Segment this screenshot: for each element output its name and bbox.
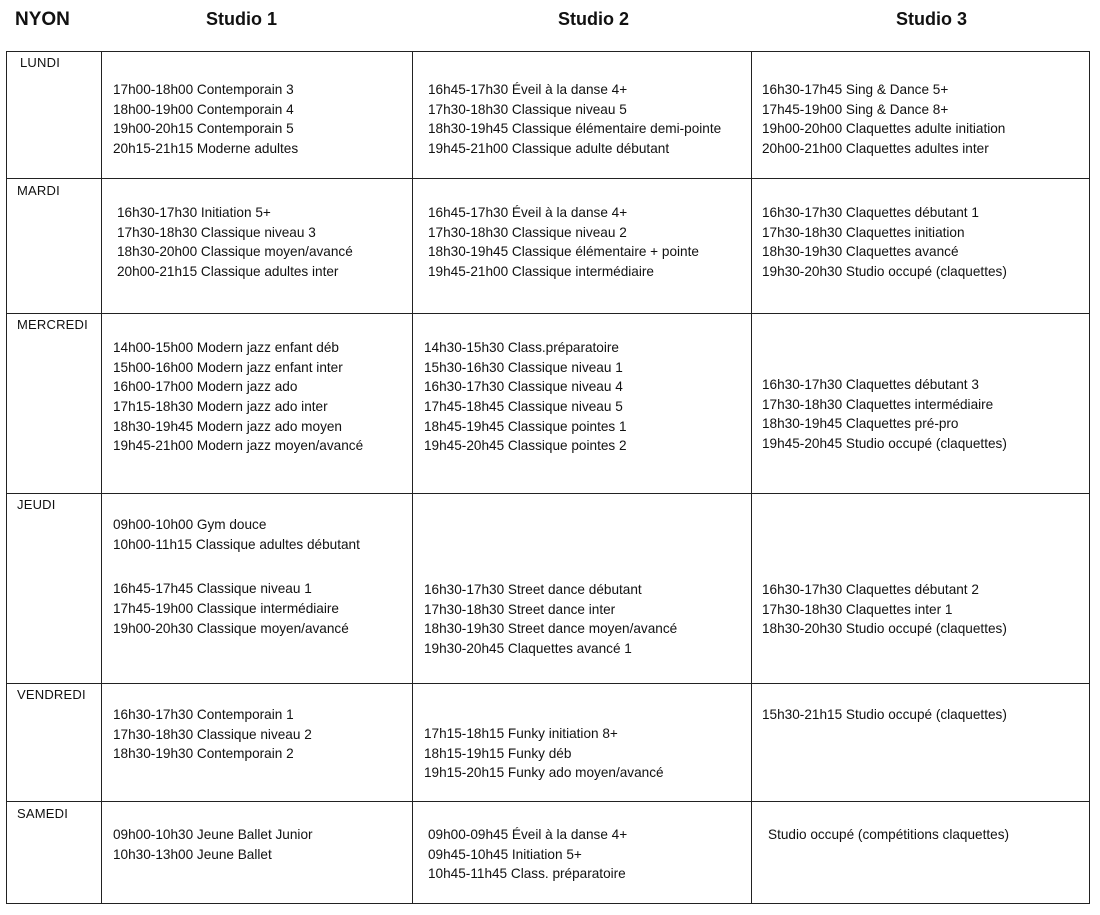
class-entry: 19h30-20h45 Claquettes avancé 1 xyxy=(424,641,632,657)
day-label-samedi: SAMEDI xyxy=(17,806,69,821)
cell-mercredi-studio1 xyxy=(113,338,363,456)
class-entry: 10h45-11h45 Class. préparatoire xyxy=(428,866,626,882)
cell-samedi-studio2 xyxy=(428,825,627,884)
cell-samedi-studio3 xyxy=(768,825,1009,845)
class-entry: 18h15-19h15 Funky déb xyxy=(424,745,572,761)
class-entry: 17h30-18h30 Classique niveau 2 xyxy=(113,726,312,742)
grid-line xyxy=(6,178,1090,179)
class-entry: 19h45-20h45 Studio occupé (claquettes) xyxy=(762,436,1007,452)
class-entry: 14h30-15h30 Class.préparatoire xyxy=(424,340,619,355)
grid-line xyxy=(6,683,1090,684)
class-entry: 19h00-20h30 Classique moyen/avancé xyxy=(113,620,349,636)
class-entry: 16h00-17h00 Modern jazz ado xyxy=(113,379,298,395)
class-entry: 17h15-18h30 Modern jazz ado inter xyxy=(113,399,328,415)
class-entry: 16h45-17h45 Classique niveau 1 xyxy=(113,581,312,597)
class-entry: 18h30-19h45 Classique élémentaire + pointe xyxy=(428,244,699,260)
class-entry: 15h30-21h15 Studio occupé (claquettes) xyxy=(762,707,1007,722)
class-entry: 16h30-17h30 Claquettes débutant 2 xyxy=(762,582,979,597)
class-entry: 17h30-18h30 Claquettes initiation xyxy=(762,224,965,240)
class-entry: 20h00-21h00 Claquettes adultes inter xyxy=(762,141,989,157)
class-entry: 16h30-17h30 Street dance débutant xyxy=(424,582,642,597)
class-entry: 19h45-21h00 Modern jazz moyen/avancé xyxy=(113,438,364,454)
cell-jeudi-studio2 xyxy=(424,580,677,659)
class-entry: 17h15-18h15 Funky initiation 8+ xyxy=(424,726,618,741)
grid-line xyxy=(6,801,1090,802)
class-entry: 19h30-20h30 Studio occupé (claquettes) xyxy=(762,264,1007,280)
class-entry: 18h30-20h30 Studio occupé (claquettes) xyxy=(762,621,1007,637)
cell-lundi-studio1 xyxy=(113,80,298,159)
class-entry: 19h00-20h15 Contemporain 5 xyxy=(113,121,294,137)
class-entry: 18h30-19h45 Classique élémentaire demi-pointe xyxy=(428,121,722,137)
cell-vendredi-studio3 xyxy=(762,705,1007,725)
spacer xyxy=(113,554,360,579)
class-entry: 19h45-20h45 Classique pointes 2 xyxy=(424,438,627,454)
class-entry: 19h45-21h00 Classique adulte débutant xyxy=(428,141,670,157)
grid-line xyxy=(101,51,102,903)
studio-2-header: Studio 2 xyxy=(558,9,629,29)
class-entry: 16h45-17h30 Éveil à la danse 4+ xyxy=(428,82,628,97)
day-label-jeudi: JEUDI xyxy=(17,497,56,512)
class-entry: 18h45-19h45 Classique pointes 1 xyxy=(424,418,627,434)
day-label-vendredi: VENDREDI xyxy=(17,687,86,702)
class-entry: 18h30-19h30 Claquettes avancé xyxy=(762,244,959,260)
class-entry: 17h30-18h30 Claquettes inter 1 xyxy=(762,601,953,617)
class-entry: 09h00-10h30 Jeune Ballet Junior xyxy=(113,827,313,842)
grid-line xyxy=(1089,51,1090,903)
class-entry: 17h45-19h00 Sing & Dance 8+ xyxy=(762,101,949,117)
class-entry: 18h30-20h00 Classique moyen/avancé xyxy=(117,244,353,260)
class-entry: 18h30-19h30 Contemporain 2 xyxy=(113,746,294,762)
class-entry: 17h30-18h30 Street dance inter xyxy=(424,601,616,617)
day-label-lundi: LUNDI xyxy=(20,55,61,70)
grid-line xyxy=(751,51,752,903)
class-entry: 09h45-10h45 Initiation 5+ xyxy=(428,846,582,862)
class-entry: 14h00-15h00 Modern jazz enfant déb xyxy=(113,340,339,355)
class-entry: 19h00-20h00 Claquettes adulte initiation xyxy=(762,121,1006,137)
class-entry: 16h30-17h30 Initiation 5+ xyxy=(117,205,271,220)
cell-jeudi-studio1 xyxy=(113,515,360,638)
cell-mercredi-studio3 xyxy=(762,375,1007,454)
grid-line xyxy=(6,51,1090,52)
class-entry: 10h00-11h15 Classique adultes débutant xyxy=(113,536,360,552)
grid-line xyxy=(6,51,7,903)
cell-lundi-studio2 xyxy=(428,80,721,159)
grid-line xyxy=(6,313,1090,314)
class-entry: Studio occupé (compétitions claquettes) xyxy=(768,827,1010,842)
class-entry: 17h45-18h45 Classique niveau 5 xyxy=(424,399,623,415)
class-entry: 16h30-17h30 Contemporain 1 xyxy=(113,707,294,722)
class-entry: 15h00-16h00 Modern jazz enfant inter xyxy=(113,359,343,375)
class-entry: 16h30-17h45 Sing & Dance 5+ xyxy=(762,82,949,97)
class-entry: 09h00-10h00 Gym douce xyxy=(113,517,267,532)
cell-mardi-studio3 xyxy=(762,203,1007,282)
cell-lundi-studio3 xyxy=(762,80,1005,159)
class-entry: 17h30-18h30 Claquettes intermédiaire xyxy=(762,396,994,412)
cell-vendredi-studio2 xyxy=(424,724,664,783)
class-entry: 16h30-17h30 Claquettes débutant 1 xyxy=(762,205,979,220)
class-entry: 17h30-18h30 Classique niveau 3 xyxy=(117,224,316,240)
studio-1-header: Studio 1 xyxy=(206,9,277,29)
class-entry: 17h30-18h30 Classique niveau 5 xyxy=(428,101,627,117)
cell-vendredi-studio1 xyxy=(113,705,312,764)
class-entry: 16h30-17h30 Classique niveau 4 xyxy=(424,379,623,395)
class-entry: 17h00-18h00 Contemporain 3 xyxy=(113,82,294,97)
class-entry: 16h30-17h30 Claquettes débutant 3 xyxy=(762,377,979,392)
class-entry: 20h00-21h15 Classique adultes inter xyxy=(117,264,339,280)
grid-line xyxy=(6,493,1090,494)
class-entry: 19h15-20h15 Funky ado moyen/avancé xyxy=(424,765,664,781)
cell-jeudi-studio3 xyxy=(762,580,1007,639)
location-title: NYON xyxy=(15,9,70,30)
class-entry: 15h30-16h30 Classique niveau 1 xyxy=(424,359,623,375)
class-entry: 17h45-19h00 Classique intermédiaire xyxy=(113,601,339,617)
cell-mardi-studio1 xyxy=(117,203,353,282)
cell-mercredi-studio2 xyxy=(424,338,627,456)
grid-line xyxy=(6,903,1090,904)
class-entry: 18h30-19h30 Street dance moyen/avancé xyxy=(424,621,678,637)
class-entry: 18h30-19h45 Claquettes pré-pro xyxy=(762,416,959,432)
class-entry: 20h15-21h15 Moderne adultes xyxy=(113,141,299,157)
class-entry: 09h00-09h45 Éveil à la danse 4+ xyxy=(428,827,628,842)
class-entry: 16h45-17h30 Éveil à la danse 4+ xyxy=(428,205,628,220)
class-entry: 10h30-13h00 Jeune Ballet xyxy=(113,846,272,862)
cell-mardi-studio2 xyxy=(428,203,699,282)
grid-line xyxy=(412,51,413,903)
cell-samedi-studio1 xyxy=(113,825,313,864)
class-entry: 17h30-18h30 Classique niveau 2 xyxy=(428,224,627,240)
class-entry: 19h45-21h00 Classique intermédiaire xyxy=(428,264,654,280)
day-label-mardi: MARDI xyxy=(17,183,60,198)
class-entry: 18h30-19h45 Modern jazz ado moyen xyxy=(113,418,342,434)
day-label-mercredi: MERCREDI xyxy=(17,317,88,332)
class-entry: 18h00-19h00 Contemporain 4 xyxy=(113,101,294,117)
studio-3-header: Studio 3 xyxy=(896,9,967,29)
